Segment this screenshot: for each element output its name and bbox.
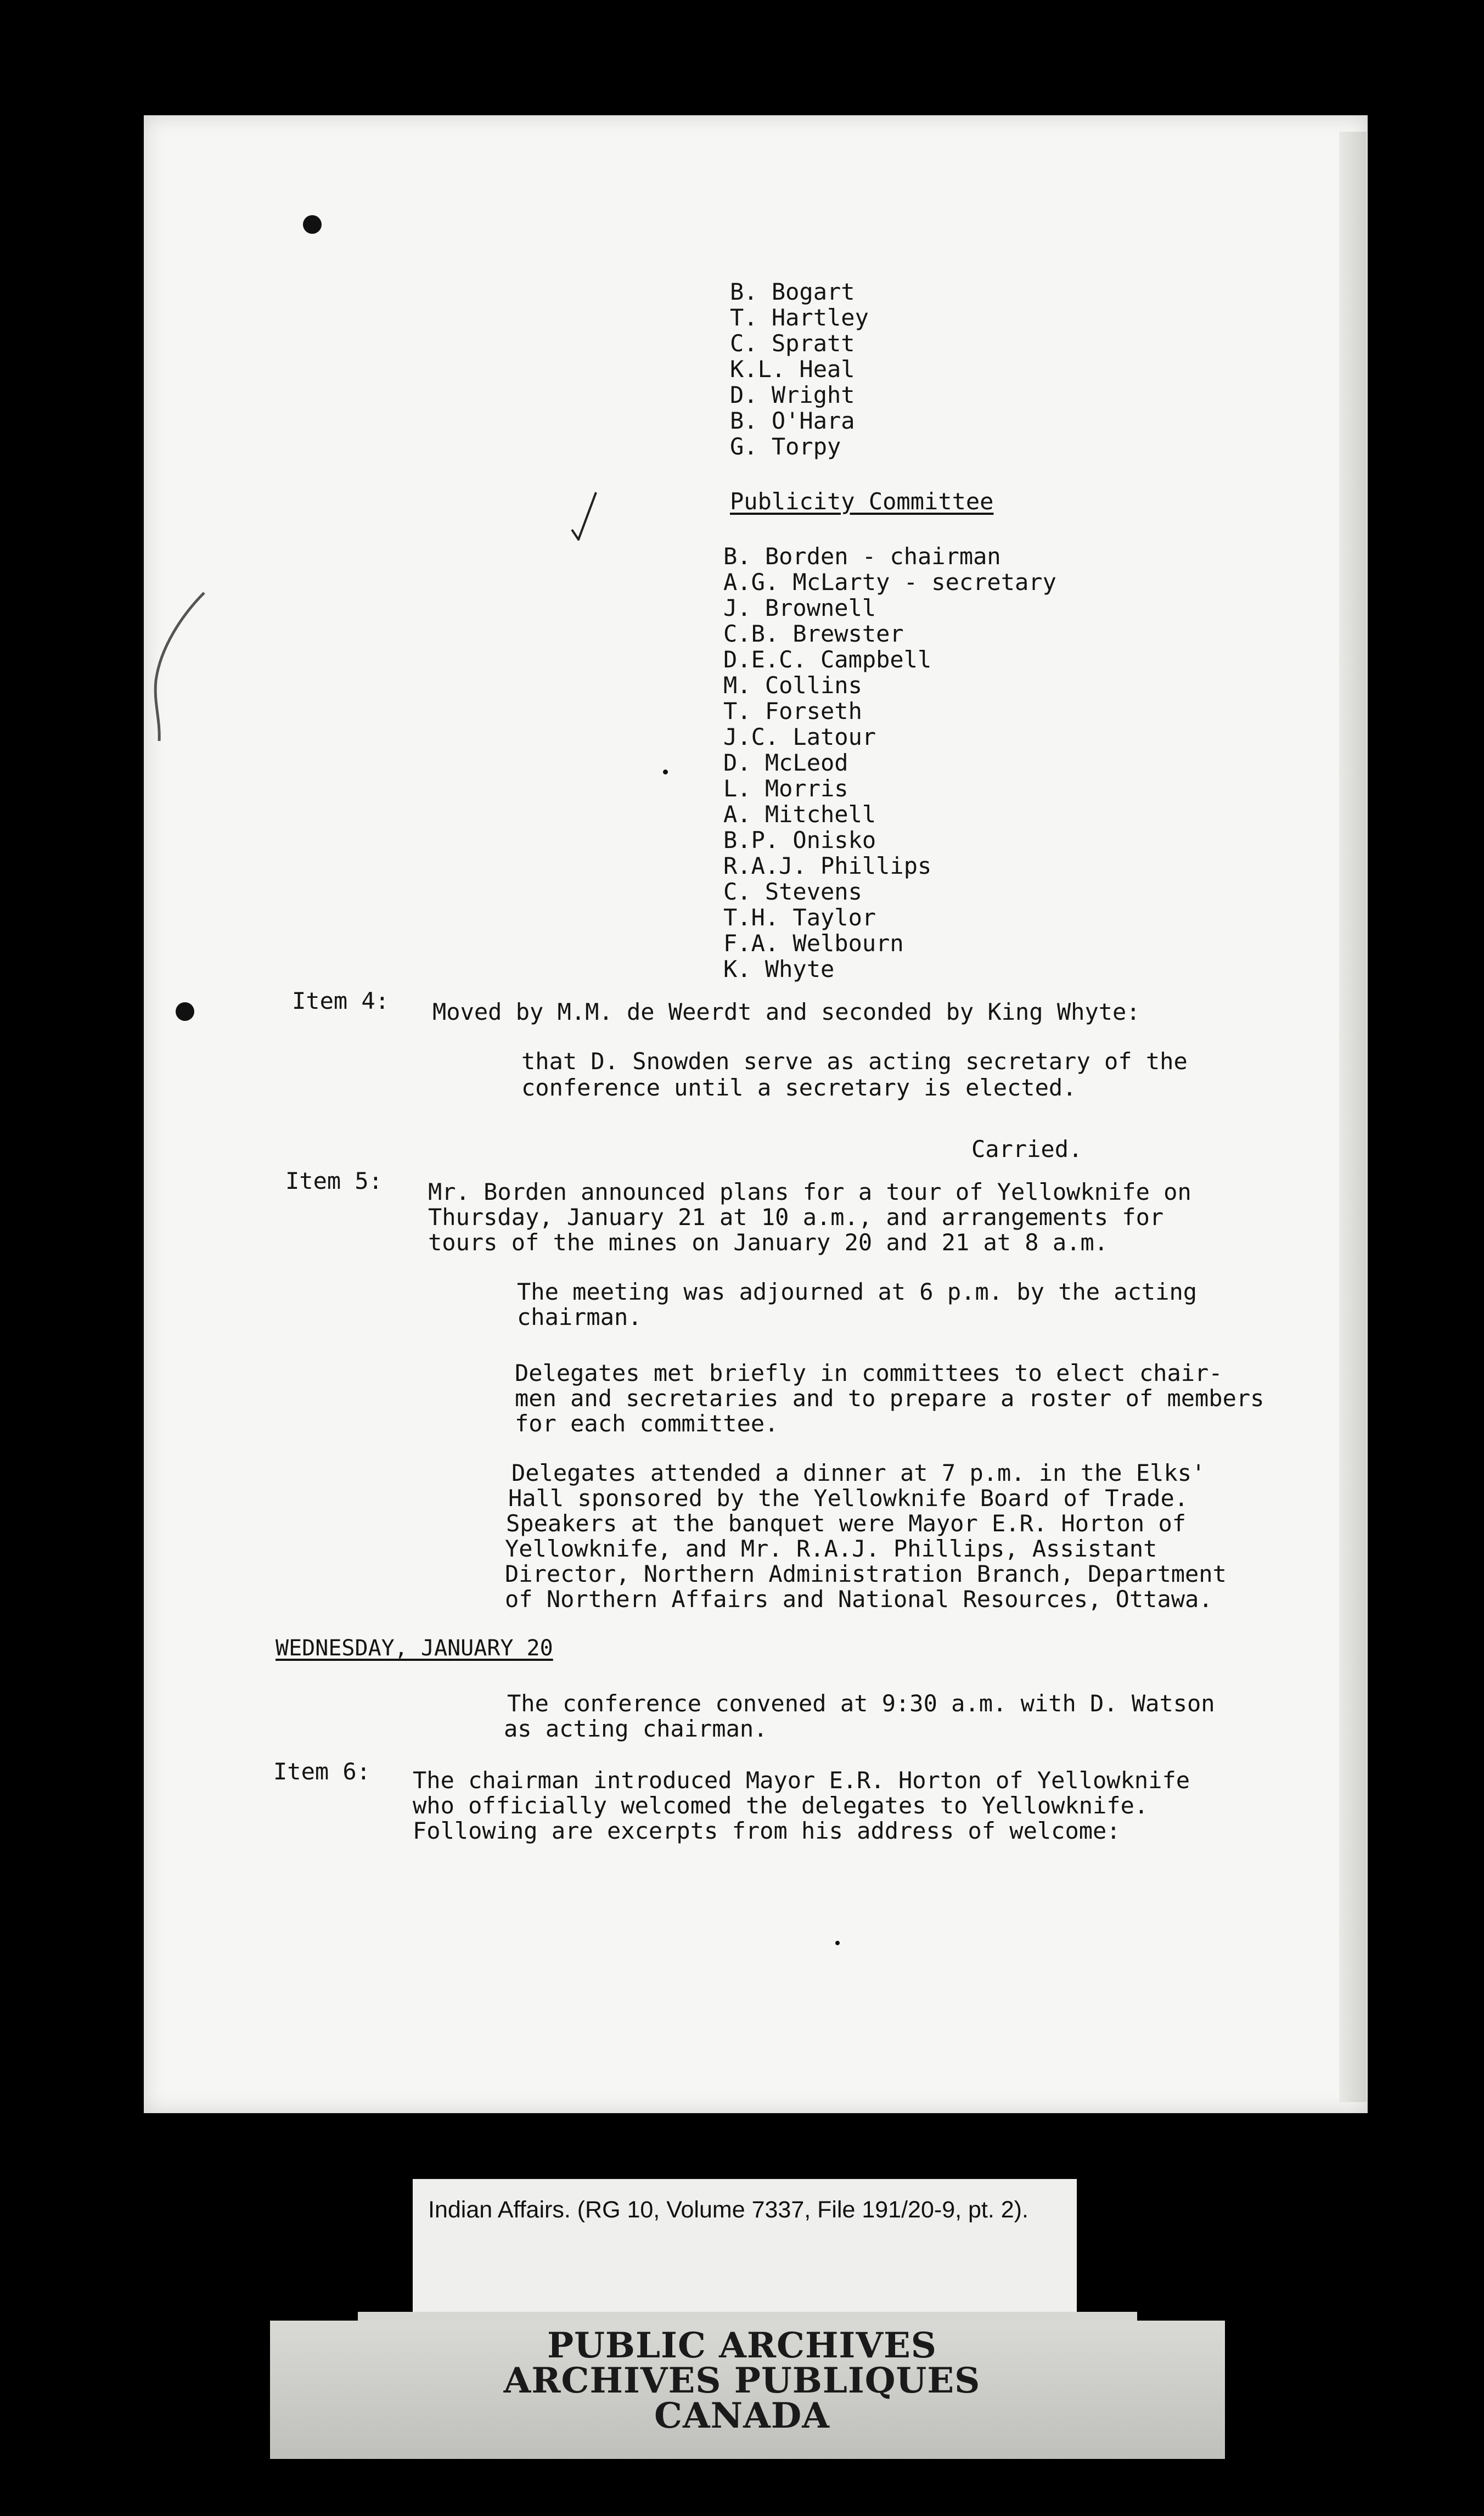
- publicity-member-list: [723, 543, 1056, 982]
- speck: [663, 770, 668, 774]
- member-name: C.B. Brewster: [723, 620, 904, 647]
- member-name: B.P. Onisko: [723, 827, 876, 853]
- item-4-result: Carried.: [971, 1136, 1083, 1162]
- item-4-label: Item 4:: [292, 987, 390, 1014]
- member-name: C. Stevens: [723, 878, 862, 905]
- item-6-line-2: who officially welcomed the delegates to Yellowknife.: [413, 1792, 1149, 1819]
- delegates-line-3: for each committee.: [515, 1410, 779, 1437]
- member-name: C. Spratt: [730, 330, 855, 357]
- stamp-line-1: PUBLIC ARCHIVES: [547, 2325, 937, 2366]
- member-name: A. Mitchell: [723, 801, 876, 828]
- item-5-label: Item 5:: [285, 1167, 383, 1194]
- item-4-text: Moved by M.M. de Weerdt and seconded by King Whyte:: [432, 998, 1140, 1025]
- item-6-line-1: The chairman introduced Mayor E.R. Horton of Yellowknife: [413, 1767, 1190, 1794]
- archive-reference: Indian Affairs. (RG 10, Volume 7337, File 191/20-9, pt. 2).: [428, 2197, 1028, 2223]
- item-6-line-3: Following are excerpts from his address of welcome:: [413, 1817, 1121, 1844]
- member-name: D. Wright: [730, 381, 855, 408]
- member-name: L. Morris: [723, 775, 848, 802]
- delegates-line-1: Delegates met briefly in committees to elect chair-: [515, 1360, 1223, 1386]
- wednesday-line-1: The conference convened at 9:30 a.m. with D. Watson: [507, 1690, 1215, 1717]
- member-name: B. O'Hara: [730, 407, 855, 434]
- member-name: B. Borden - chairman: [723, 543, 1001, 570]
- member-name: T. Hartley: [730, 304, 869, 331]
- member-name: A.G. McLarty - secretary: [723, 569, 1056, 596]
- adjourn-line-2: chairman.: [517, 1304, 642, 1330]
- member-name: G. Torpy: [730, 433, 841, 460]
- member-name: M. Collins: [723, 672, 862, 699]
- dinner-line-6: of Northern Affairs and National Resources, Ottawa.: [505, 1586, 1213, 1613]
- wednesday-heading: WEDNESDAY, JANUARY 20: [276, 1636, 553, 1661]
- dinner-line-1: Delegates attended a dinner at 7 p.m. in the Elks': [511, 1459, 1206, 1486]
- item-4-motion-line-1: that D. Snowden serve as acting secretary of the: [521, 1048, 1188, 1075]
- dinner-line-2: Hall sponsored by the Yellowknife Board of Trade.: [508, 1485, 1189, 1512]
- speck: [835, 1941, 840, 1945]
- member-name: K. Whyte: [723, 956, 835, 982]
- item-5-line-1: Mr. Borden announced plans for a tour of Yellowknife on: [428, 1178, 1191, 1205]
- margin-pencil-mark: [144, 582, 210, 746]
- hole-punch-mark: [303, 215, 322, 234]
- item-6-label: Item 6:: [273, 1758, 371, 1785]
- item-5-line-2: Thursday, January 21 at 10 a.m., and arrangements for: [428, 1204, 1164, 1231]
- member-name: R.A.J. Phillips: [723, 852, 932, 879]
- member-name: J.C. Latour: [723, 723, 876, 750]
- delegates-line-2: men and secretaries and to prepare a roster of members: [515, 1385, 1264, 1412]
- adjourn-line-1: The meeting was adjourned at 6 p.m. by the acting: [517, 1278, 1198, 1305]
- committee-member-list: [730, 279, 869, 459]
- member-name: K.L. Heal: [730, 356, 855, 383]
- page-edge: [1339, 132, 1367, 2102]
- item-5-line-3: tours of the mines on January 20 and 21 at 8 a.m.: [428, 1229, 1109, 1256]
- member-name: D. McLeod: [723, 749, 848, 776]
- wednesday-line-2: as acting chairman.: [504, 1715, 768, 1742]
- member-name: J. Brownell: [723, 594, 876, 621]
- member-name: T. Forseth: [723, 698, 862, 725]
- member-name: F.A. Welbourn: [723, 930, 904, 957]
- member-name: B. Bogart: [730, 278, 855, 305]
- hole-punch-mark: [176, 1002, 194, 1021]
- member-name: T.H. Taylor: [723, 904, 876, 931]
- stamp-line-2: ARCHIVES PUBLIQUES: [503, 2360, 981, 2401]
- dinner-line-4: Yellowknife, and Mr. R.A.J. Phillips, Assistant: [505, 1535, 1157, 1562]
- publicity-committee-heading: Publicity Committee: [730, 488, 994, 515]
- check-mark-icon: [571, 491, 598, 541]
- dinner-line-3: Speakers at the banquet were Mayor E.R. Horton of: [506, 1510, 1187, 1537]
- dinner-line-5: Director, Northern Administration Branch, Department: [505, 1560, 1227, 1587]
- item-4-motion-line-2: conference until a secretary is elected.: [521, 1074, 1077, 1101]
- member-name: D.E.C. Campbell: [723, 646, 932, 673]
- stamp-line-3: CANADA: [654, 2395, 830, 2436]
